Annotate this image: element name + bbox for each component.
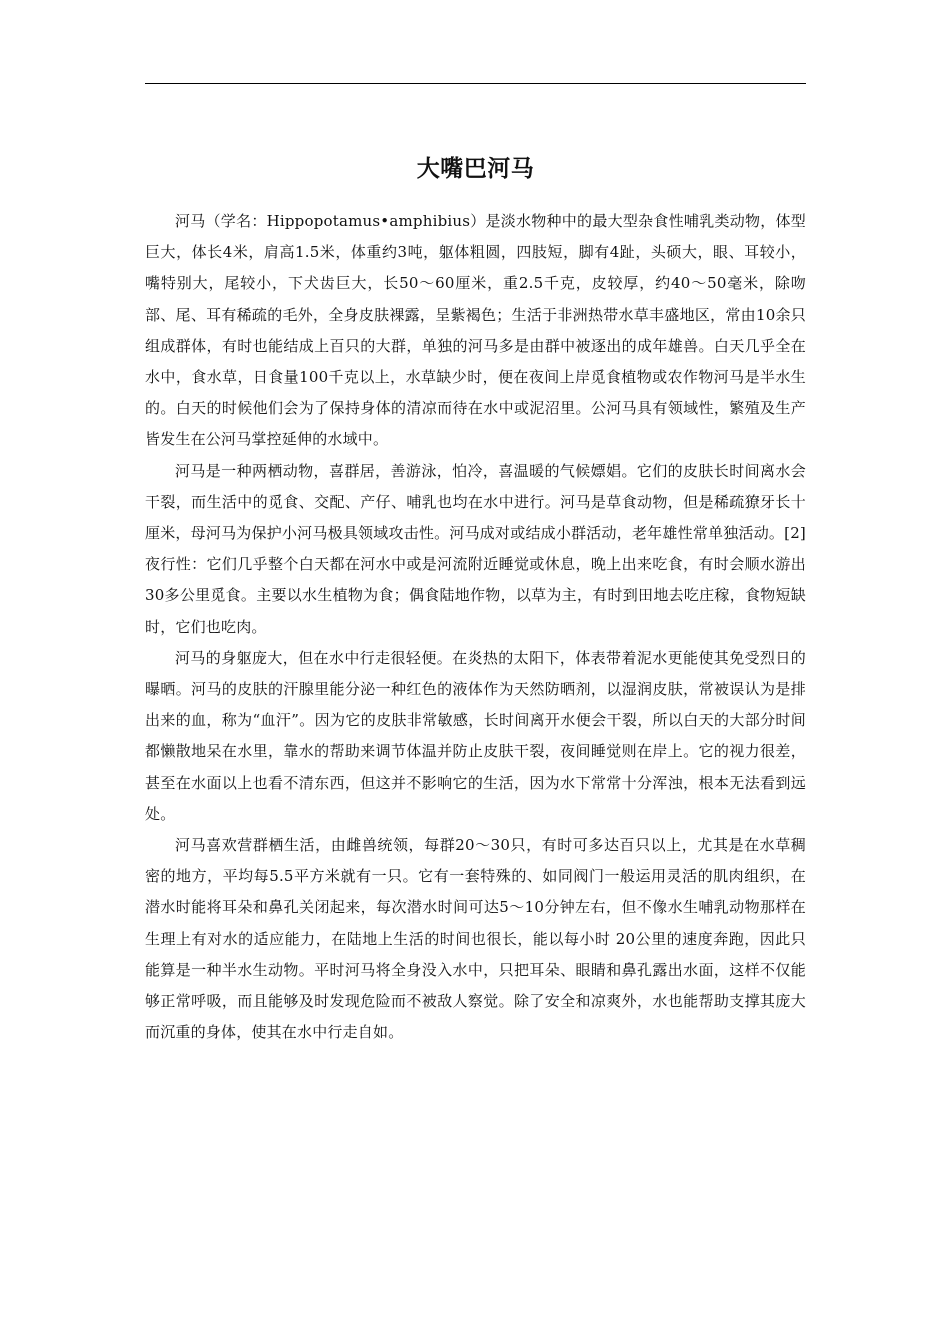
document-title: 大嘴巴河马 [416, 156, 535, 182]
paragraph-2: 河马是一种两栖动物，喜群居，善游泳，怕冷，喜温暖的气候嫖娼。它们的皮肤长时间离水会干裂，而生活中的觅食、交配、产仔、哺乳也均在水中进行。河马是草食动物，但是稀疏獠牙长十厘米，母河马为保护小河马极具领域攻击性。河马成对或结成小群活动，老年雄性常单独活动。[2]夜行性：它们几乎整个白天都在河水中或是河流附近睡觉或休息，晚上出来吃食，有时会顺水游出30多公里觅食。主要以水生植物为食；偶食陆地作物，以草为主，有时到田地去吃庄稼，食物短缺时，它们也吃肉。 [145, 461, 806, 636]
document-body [145, 206, 806, 1048]
paragraph-1: 河马（学名：Hippopotamus•amphibius）是淡水物种中的最大型杂食性哺乳类动物，体型巨大，体长4米，肩高1.5米，体重约3吨，躯体粗圆，四肢短，脚有4趾，头硕大，眼、耳较小，嘴特别大，尾较小，下犬齿巨大，长50～60厘米，重2.5千克，皮较厚，约40～50毫米，除吻部、尾、耳有稀疏的毛外，全身皮肤裸露，呈紫褐色；生活于非洲热带水草丰盛地区，常由10余只组成群体，有时也能结成上百只的大群，单独的河马多是由群中被逐出的成年雄兽。白天几乎全在水中，食水草，日食量100千克以上，水草缺少时，便在夜间上岸觅食植物或农作物河马是半水生的。白天的时候他们会为了保持身体的清凉而待在水中或泥沼里。公河马具有领域性，繁殖及生产皆发生在公河马掌控延伸的水域中。 [145, 212, 806, 449]
paragraph-3: 河马的身躯庞大，但在水中行走很轻便。在炎热的太阳下，体表带着泥水更能使其免受烈日的曝晒。河马的皮肤的汗腺里能分泌一种红色的液体作为天然防晒剂，以湿润皮肤，常被误认为是排出来的血，称为“血汗”。因为它的皮肤非常敏感，长时间离开水便会干裂，所以白天的大部分时间都懒散地呆在水里，靠水的帮助来调节体温并防止皮肤干裂，夜间睡觉则在岸上。它的视力很差，甚至在水面以上也看不清东西，但这并不影响它的生活，因为水下常常十分浑浊，根本无法看到远处。 [145, 648, 806, 823]
header-rule [145, 83, 806, 84]
paragraph-4: 河马喜欢营群栖生活，由雌兽统领，每群20～30只，有时可多达百只以上，尤其是在水草稠密的地方，平均每5.5平方米就有一只。它有一套特殊的、如同阀门一般运用灵活的肌肉组织，在潜水时能将耳朵和鼻孔关闭起来，每次潜水时间可达5～10分钟左右，但不像水生哺乳动物那样在生理上有对水的适应能力，在陆地上生活的时间也很长，能以每小时 20公里的速度奔跑，因此只能算是一种半水生动物。平时河马将全身没入水中，只把耳朵、眼睛和鼻孔露出水面，这样不仅能够正常呼吸，而且能够及时发现危险而不被敌人察觉。除了安全和凉爽外，水也能帮助支撑其庞大而沉重的身体，使其在水中行走自如。 [145, 836, 806, 1042]
